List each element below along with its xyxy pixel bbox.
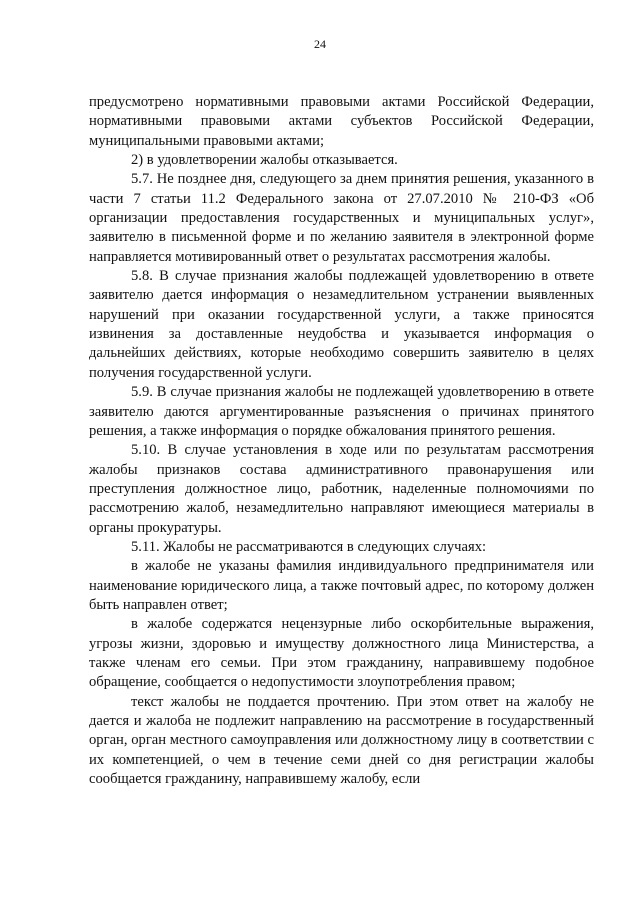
paragraph-5-9: 5.9. В случае признания жалобы не подлежащей удовлетворению в ответе заявителю даются аргументированные разъяснения о причинах принятого решения, а также информация о порядке обжалования принятого решения. <box>89 384 594 439</box>
list-item-missing-name: в жалобе не указаны фамилия индивидуального предпринимателя или наименование юридического лица, а также почтовый адрес, по которому должен быть направлен ответ; <box>89 558 594 613</box>
paragraph-5-7: 5.7. Не позднее дня, следующего за днем принятия решения, указанного в части 7 статьи 11.2 Федерального закона от 27.07.2010 № 210-ФЗ «Об организации предоставления государственных и муниципальных услуг», заявителю в письменной форме и по желанию заявителя в электронной форме направляется мотивированный ответ о результатах рассмотрения жалобы. <box>89 171 594 265</box>
list-item-illegible-text: текст жалобы не поддается прочтению. При этом ответ на жалобу не дается и жалоба не подлежит направлению на рассмотрение в государственный орган, орган местного самоуправления или должностному лицу в соответствии с их компетенцией, о чем в течение семи дней со дня регистрации жалобы сообщается гражданину, направившему жалобу, если <box>89 693 594 788</box>
paragraph-5-11: 5.11. Жалобы не рассматриваются в следующих случаях: <box>131 538 487 555</box>
paragraph-2-refusal: 2) в удовлетворении жалобы отказывается. <box>131 152 398 169</box>
paragraph-5-8: 5.8. В случае признания жалобы подлежащей удовлетворению в ответе заявителю дается информация о незамедлительном устранении выявленных нарушений при оказании государственной услуги, а также приносятся извинения за доставленные неудобства и указывается информация о дальнейших действиях, которые необходимо совершить заявителю в целях получения государственной услуги. <box>89 268 594 381</box>
paragraph-5-10: 5.10. В случае установления в ходе или по результатам рассмотрения жалобы признаков состава административного правонарушения или преступления должностное лицо, работник, наделенные полномочиями по рассмотрению жалоб, незамедлительно направляют имеющиеся материалы в органы прокуратуры. <box>89 442 594 536</box>
page-number: 24 <box>314 37 326 51</box>
list-item-obscene-language: в жалобе содержатся нецензурные либо оскорбительные выражения, угрозы жизни, здоровью и имуществу должностного лица Министерства, а также членам его семьи. При этом гражданину, направившему подобное обращение, сообщается о недопустимости злоупотребления правом; <box>89 616 594 691</box>
paragraph-continuation: предусмотрено нормативными правовыми актами Российской Федерации, нормативными правовыми актами субъектов Российской Федерации, муниципальными правовыми актами; <box>89 94 594 149</box>
body-text <box>89 93 594 789</box>
